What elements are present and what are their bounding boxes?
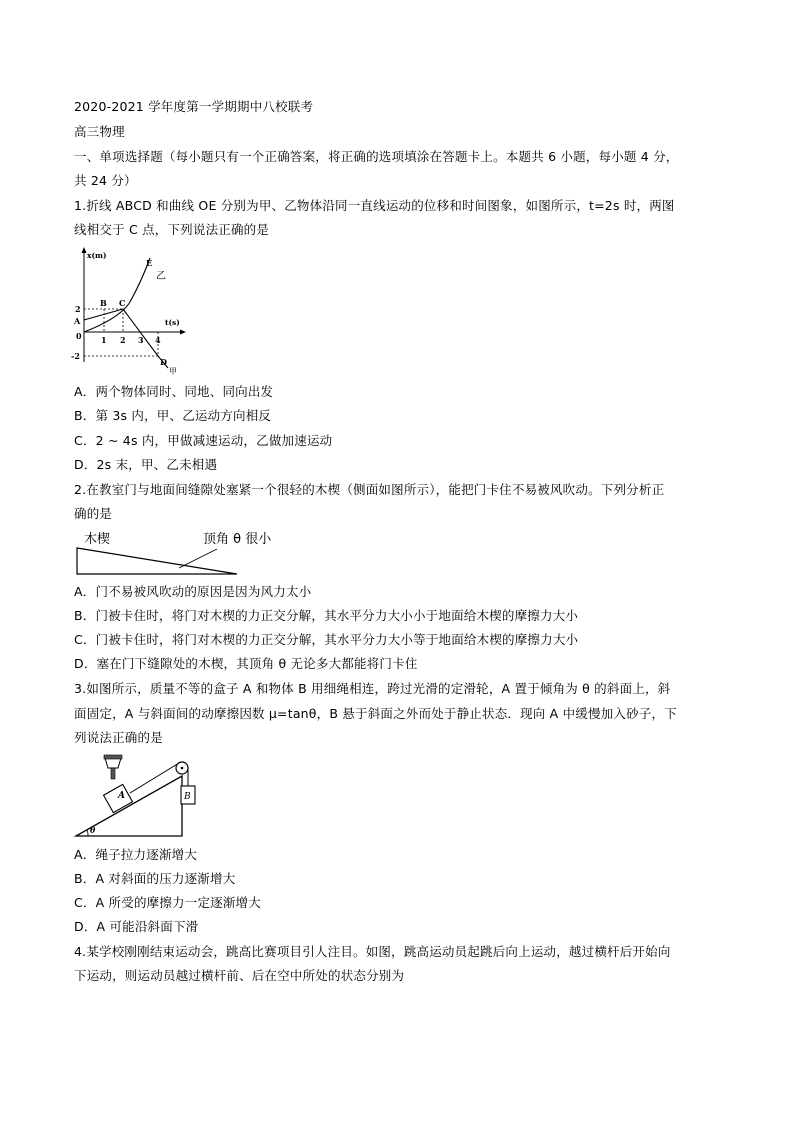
ylabel: x(m) (87, 251, 107, 260)
exam-title: 2020-2021 学年度第一学期期中八校联考 (74, 99, 314, 114)
q3-option-b: B．A 对斜面的压力逐渐增大 (74, 871, 236, 886)
curve-label-yi: 乙 (156, 271, 166, 282)
q3-option-d: D．A 可能沿斜面下滑 (74, 919, 199, 934)
apex-angle-label: 顶角 θ 很小 (203, 532, 272, 547)
q3-option-a: A．绳子拉力逐渐增大 (74, 847, 198, 862)
xlabel: t(s) (165, 318, 180, 327)
q1-option-d: D．2s 末，甲、乙未相遇 (74, 457, 218, 472)
q3-stem-line3: 列说法正确的是 (74, 730, 163, 745)
q1-option-b: B．第 3s 内，甲、乙运动方向相反 (74, 408, 272, 423)
subject-label: 高三物理 (74, 124, 125, 139)
point-d: D (160, 357, 167, 367)
q1-stem-line1: 1.折线 ABCD 和曲线 OE 分别为甲、乙物体沿同一直线运动的位移和时间图象，如图所示，t=2s 时，两图 (74, 198, 675, 213)
point-b: B (100, 298, 107, 308)
sand-hopper (105, 758, 121, 768)
q3-stem-line2: 面固定，A 与斜面间的动摩擦因数 μ=tanθ，B 悬于斜面之外而处于静止状态．现向 A 中缓慢加入砂子，下 (74, 706, 677, 721)
q2-option-b: B．门被卡住时，将门对木楔的力正交分解，其水平分力大小小于地面给木楔的摩擦力大小 (74, 608, 579, 623)
q3-incline-figure (72, 750, 212, 842)
q2-option-a: A．门不易被风吹动的原因是因为风力太小 (74, 584, 312, 599)
q1-option-c: C．2 ~ 4s 内，甲做减速运动，乙做加速运动 (74, 433, 333, 448)
section-heading-line2: 共 24 分） (74, 173, 137, 188)
q1-stem-line2: 线相交于 C 点，下列说法正确的是 (74, 222, 270, 237)
origin-label: 0 (76, 331, 82, 341)
section-heading-line1: 一、单项选择题（每小题只有一个正确答案，将正确的选项填涂在答题卡上。本题共 6 小题，每小题 4 分， (74, 149, 679, 164)
point-e: E (146, 258, 153, 268)
wedge-label: 木楔 (84, 532, 111, 547)
q3-option-c: C．A 所受的摩擦力一定逐渐增大 (74, 895, 261, 910)
xtick-3: 3 (138, 335, 144, 345)
sand-spout (111, 768, 115, 779)
box-b-label: B (184, 792, 191, 802)
ytick-2: 2 (75, 304, 81, 314)
q4-stem-line2: 下运动，则运动员越过横杆前、后在空中所处的状态分别为 (74, 968, 405, 983)
pulley-axle (181, 767, 184, 770)
xtick-1: 1 (101, 335, 107, 345)
q2-option-c: C．门被卡住时，将门对木楔的力正交分解，其水平分力大小等于地面给木楔的摩擦力大小 (74, 632, 579, 647)
rope-a (130, 763, 179, 793)
q2-stem-line1: 2.在教室门与地面间缝隙处塞紧一个很轻的木楔（侧面如图所示），能把门卡住不易被风吹动。下列分析正 (74, 482, 665, 497)
q4-stem-line1: 4.某学校刚刚结束运动会，跳高比赛项目引人注目。如图，跳高运动员起跳后向上运动，越过横杆后开始向 (74, 944, 671, 959)
angle-arc (87, 830, 88, 836)
sand-hopper-top (104, 755, 122, 759)
q2-wedge-figure (72, 528, 292, 578)
x-axis-arrow (180, 330, 186, 335)
q1-option-a: A．两个物体同时、同地、同向出发 (74, 384, 274, 399)
point-a: A (74, 316, 81, 326)
q3-stem-line1: 3.如图所示，质量不等的盒子 A 和物体 B 用细绳相连，跨过光滑的定滑轮，A 置于倾角为 θ 的斜面上，斜 (74, 681, 671, 696)
q1-xt-graph (68, 244, 188, 376)
wedge-shape (77, 548, 237, 574)
point-c: C (119, 298, 126, 308)
curve-oe (84, 258, 153, 332)
xtick-2: 2 (120, 335, 126, 345)
angle-label: θ (90, 825, 96, 835)
ytick-neg2: -2 (71, 351, 80, 361)
q2-option-d: D．塞在门下缝隙处的木楔，其顶角 θ 无论多大都能将门卡住 (74, 656, 418, 671)
q2-stem-line2: 确的是 (74, 506, 113, 521)
box-a-label: A (118, 791, 125, 801)
y-axis-arrow (82, 247, 87, 253)
line-label-jia: 甲 (169, 367, 177, 376)
xtick-4: 4 (155, 335, 161, 345)
